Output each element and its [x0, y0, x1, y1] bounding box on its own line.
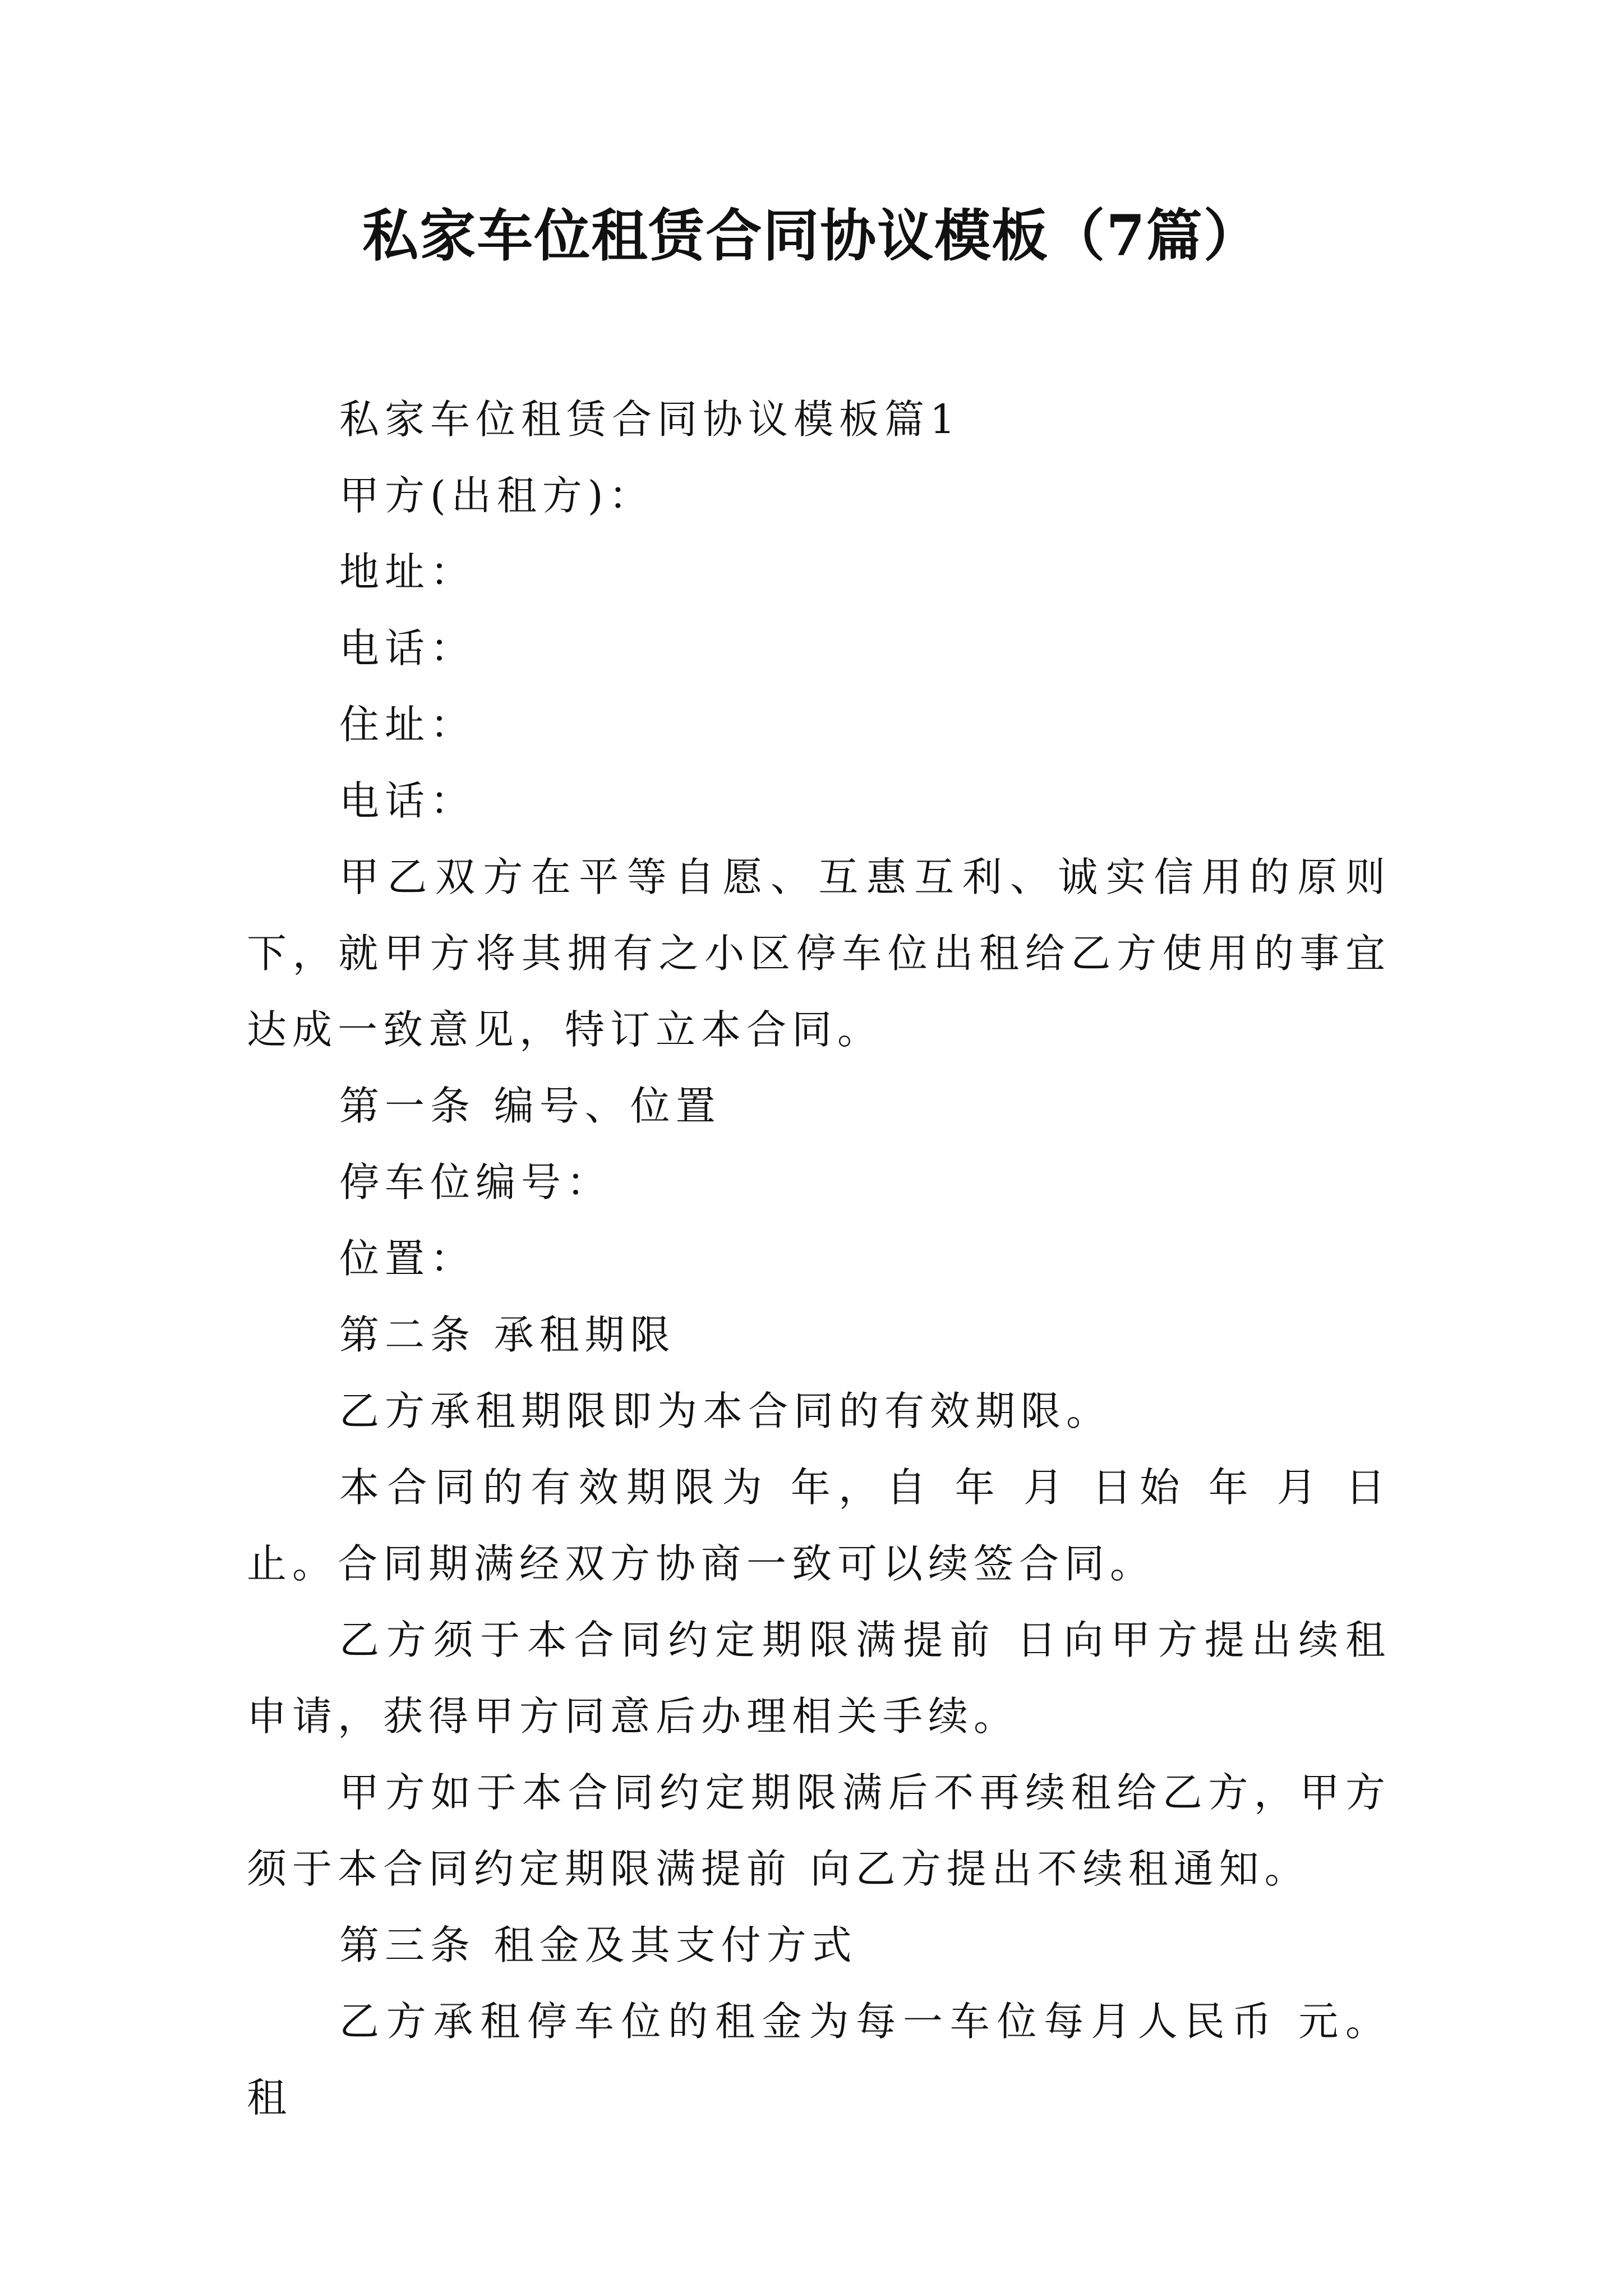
section-heading: 私家车位租赁合同协议模板篇1 [339, 396, 961, 443]
non-renewal-paragraph: 甲方如于本合同约定期限满后不再续租给乙方，甲方须于本合同约定期限满提前 向乙方提出不续租通知。 [247, 1769, 1391, 1892]
phone-field: 电话： [339, 625, 476, 671]
article-1-heading: 第一条 编号、位置 [339, 1083, 721, 1129]
document-title: 私家车位租赁合同协议模板（7篇） [362, 203, 1261, 269]
residence-field: 住址： [339, 701, 476, 748]
validity-paragraph: 本合同的有效期限为 年，自 年 月 日始 年 月 日止。合同期满经双方协商一致可以续签合同。 [247, 1464, 1391, 1587]
parking-number-field: 停车位编号： [339, 1159, 612, 1205]
party-a-field: 甲方(出租方)： [339, 472, 654, 519]
phone-field-2: 电话： [339, 777, 476, 824]
rent-paragraph: 乙方承租停车位的租金为每一车位每月人民币 元。租 [247, 1998, 1391, 2121]
location-field: 位置： [339, 1235, 476, 1282]
document-body [247, 381, 1391, 2136]
article-3-heading: 第三条 租金及其支付方式 [339, 1922, 857, 1968]
term-paragraph: 乙方承租期限即为本合同的有效期限。 [339, 1388, 1112, 1434]
article-2-heading: 第二条 承租期限 [339, 1312, 676, 1358]
renewal-paragraph: 乙方须于本合同约定期限满提前 日向甲方提出续租申请，获得甲方同意后办理相关手续。 [247, 1617, 1391, 1740]
address-field: 地址： [339, 549, 476, 595]
preamble-paragraph: 甲乙双方在平等自愿、互惠互利、诚实信用的原则下，就甲方将其拥有之小区停车位出租给乙方使用的事宜达成一致意见，特订立本合同。 [247, 854, 1391, 1053]
